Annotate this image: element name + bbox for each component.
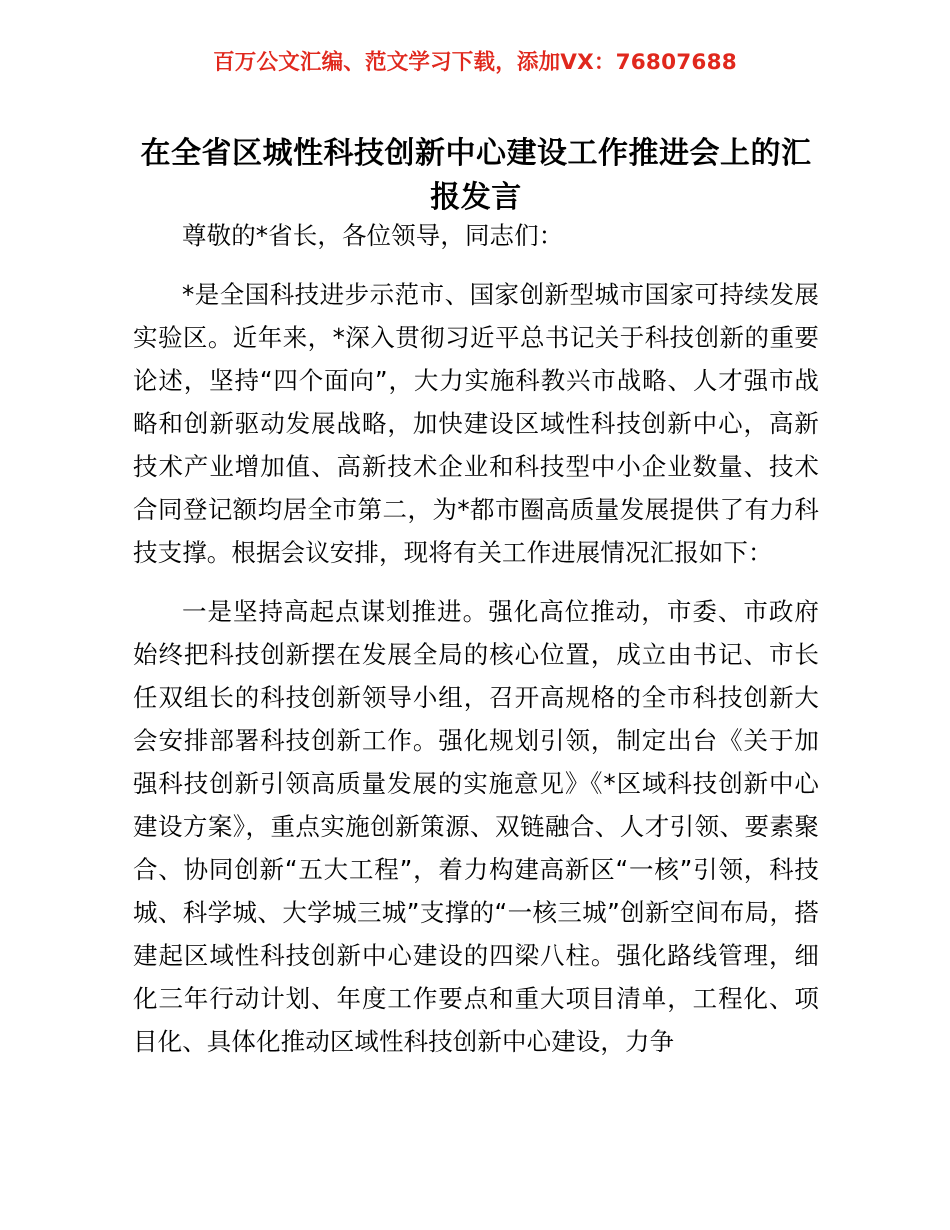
document-title: 在全省区城性科技创新中心建设工作推进会上的汇报发言	[140, 136, 812, 216]
watermark-banner	[0, 52, 950, 74]
watermark-promo-text: 百万公文汇编、范文学习下载，添加VX：76807688	[213, 50, 737, 75]
body-paragraph-2: 一是坚持高起点谋划推进。强化高位推动，市委、市政府始终把科技创新摆在发展全局的核心位置，成立由书记、市长任双组长的科技创新领导小组，召开高规格的全市科技创新大会安排部署科技创新工作。强化规划引领，制定出台《关于加强科技创新引领高质量发展的实施意见》《*区域科技创新中心建设方案》，重点实施创新策源、双链融合、人才引领、要素聚合、协同创新“五大工程”，着力构建高新区“一核”引领，科技城、科学城、大学城三城”支撑的“一核三城”创新空间布局，搭建起区域性科技创新中心建设的四梁八柱。强化路线管理，细化三年行动计划、年度工作要点和重大项目清单，工程化、项目化、具体化推动区域性科技创新中心建设，力争	[133, 597, 819, 1056]
body-paragraph-1: *是全国科技进步示范市、国家创新型城市国家可持续发展实验区。近年来，*深入贯彻习近平总书记关于科技创新的重要论述，坚持“四个面向”，大力实施科教兴市战略、人才强市战略和创新驱动发展战略，加快建设区域性科技创新中心，高新技术产业增加值、高新技术企业和科技型中小企业数量、技术合同登记额均居全市第二，为*都市圈高质量发展提供了有力科技支撑。根据会议安排，现将有关工作进展情况汇报如下：	[133, 280, 819, 567]
salutation-paragraph: 尊敬的*省长，各位领导，同志们：	[182, 221, 564, 250]
document-body	[133, 214, 819, 1063]
